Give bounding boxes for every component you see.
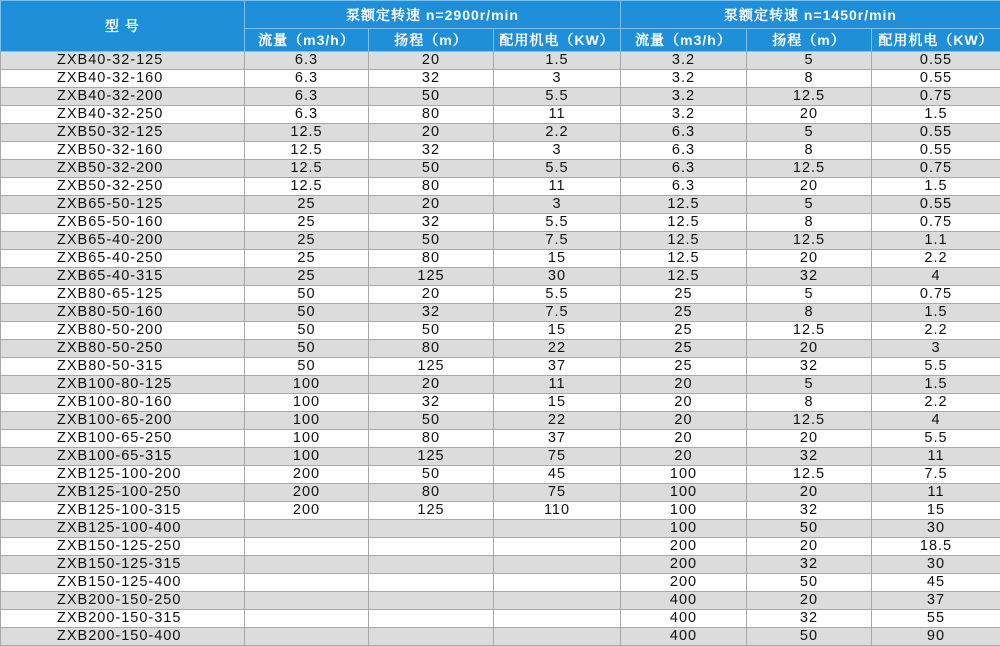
flow-2900-cell — [245, 610, 369, 628]
motor-1450-cell: 1.5 — [872, 178, 1000, 196]
flow-1450-cell: 3.2 — [621, 70, 747, 88]
motor-2900-cell: 5.5 — [494, 160, 621, 178]
head-2900-cell: 32 — [369, 394, 494, 412]
model-cell: ZXB80-50-200 — [1, 322, 245, 340]
table-row — [1, 412, 1000, 430]
motor-1450-cell: 0.55 — [872, 124, 1000, 142]
head-1450-cell: 12.5 — [747, 322, 872, 340]
motor-2900-cell — [494, 574, 621, 592]
motor-1450-cell: 37 — [872, 592, 1000, 610]
table-row — [1, 520, 1000, 538]
head-2900-cell — [369, 592, 494, 610]
model-cell: ZXB125-100-315 — [1, 502, 245, 520]
motor-1450-cell: 0.75 — [872, 214, 1000, 232]
head-2900-cell: 50 — [369, 88, 494, 106]
model-cell: ZXB80-65-125 — [1, 286, 245, 304]
head-1450-cell: 32 — [747, 502, 872, 520]
model-cell: ZXB125-100-400 — [1, 520, 245, 538]
flow-1450-cell: 100 — [621, 484, 747, 502]
model-cell: ZXB100-65-250 — [1, 430, 245, 448]
head-2900-cell — [369, 538, 494, 556]
motor-1450-cell: 1.5 — [872, 304, 1000, 322]
head-1450-cell: 20 — [747, 538, 872, 556]
flow-1450-cell: 20 — [621, 376, 747, 394]
motor-1450-cell: 45 — [872, 574, 1000, 592]
flow-1450-cell: 25 — [621, 304, 747, 322]
head-2900-cell: 32 — [369, 304, 494, 322]
flow-2900-cell: 200 — [245, 466, 369, 484]
flow-2900-cell: 25 — [245, 250, 369, 268]
head-2900-cell: 20 — [369, 52, 494, 70]
head-1450-cell: 12.5 — [747, 466, 872, 484]
motor-1450-cell: 0.75 — [872, 160, 1000, 178]
motor-2900-cell: 11 — [494, 178, 621, 196]
table-row — [1, 106, 1000, 124]
motor-1450-cell: 11 — [872, 484, 1000, 502]
model-cell: ZXB65-40-315 — [1, 268, 245, 286]
motor-2900-cell: 110 — [494, 502, 621, 520]
head-1450-cell: 5 — [747, 286, 872, 304]
flow-1450-cell: 25 — [621, 286, 747, 304]
model-cell: ZXB100-80-125 — [1, 376, 245, 394]
flow-1450-cell: 12.5 — [621, 268, 747, 286]
head-1450-cell: 32 — [747, 448, 872, 466]
model-cell: ZXB40-32-125 — [1, 52, 245, 70]
flow-2900-cell: 200 — [245, 484, 369, 502]
flow-1450-cell: 400 — [621, 592, 747, 610]
head-2900-cell: 20 — [369, 286, 494, 304]
motor-2900-cell: 11 — [494, 376, 621, 394]
head-1450-header: 扬程（m） — [747, 29, 872, 52]
motor-2900-cell: 15 — [494, 250, 621, 268]
model-cell: ZXB100-65-200 — [1, 412, 245, 430]
head-1450-cell: 5 — [747, 124, 872, 142]
flow-2900-cell: 25 — [245, 196, 369, 214]
head-2900-cell — [369, 520, 494, 538]
head-2900-cell: 20 — [369, 124, 494, 142]
table-row — [1, 214, 1000, 232]
motor-1450-cell: 1.5 — [872, 376, 1000, 394]
flow-2900-cell: 100 — [245, 448, 369, 466]
model-cell: ZXB150-125-315 — [1, 556, 245, 574]
motor-2900-cell — [494, 538, 621, 556]
head-1450-cell: 5 — [747, 52, 872, 70]
motor-2900-cell: 5.5 — [494, 214, 621, 232]
head-2900-cell — [369, 628, 494, 646]
head-1450-cell: 12.5 — [747, 412, 872, 430]
model-cell: ZXB65-40-250 — [1, 250, 245, 268]
head-2900-cell: 32 — [369, 142, 494, 160]
head-2900-cell: 20 — [369, 376, 494, 394]
head-1450-cell: 12.5 — [747, 232, 872, 250]
flow-1450-cell: 12.5 — [621, 232, 747, 250]
motor-2900-cell: 22 — [494, 340, 621, 358]
head-1450-cell: 20 — [747, 484, 872, 502]
flow-1450-cell: 100 — [621, 502, 747, 520]
model-cell: ZXB150-125-250 — [1, 538, 245, 556]
head-2900-cell: 125 — [369, 268, 494, 286]
flow-2900-cell: 100 — [245, 430, 369, 448]
motor-1450-cell: 1.1 — [872, 232, 1000, 250]
motor-1450-cell: 0.55 — [872, 196, 1000, 214]
motor-2900-cell: 37 — [494, 358, 621, 376]
table-row — [1, 70, 1000, 88]
table-row — [1, 574, 1000, 592]
model-cell: ZXB40-32-250 — [1, 106, 245, 124]
motor-1450-header: 配用机电（KW） — [872, 29, 1000, 52]
flow-2900-cell: 50 — [245, 304, 369, 322]
motor-1450-cell: 1.5 — [872, 106, 1000, 124]
flow-1450-cell: 6.3 — [621, 178, 747, 196]
head-1450-cell: 8 — [747, 394, 872, 412]
flow-2900-cell: 12.5 — [245, 124, 369, 142]
flow-1450-cell: 20 — [621, 430, 747, 448]
motor-1450-cell: 55 — [872, 610, 1000, 628]
flow-2900-cell: 100 — [245, 376, 369, 394]
motor-1450-cell: 5.5 — [872, 430, 1000, 448]
flow-1450-cell: 3.2 — [621, 106, 747, 124]
model-cell: ZXB40-32-200 — [1, 88, 245, 106]
table-row — [1, 430, 1000, 448]
motor-2900-cell: 30 — [494, 268, 621, 286]
flow-2900-cell — [245, 592, 369, 610]
flow-2900-cell: 6.3 — [245, 70, 369, 88]
table-row — [1, 610, 1000, 628]
model-cell: ZXB65-50-160 — [1, 214, 245, 232]
head-1450-cell: 8 — [747, 304, 872, 322]
flow-2900-cell — [245, 574, 369, 592]
motor-2900-cell: 11 — [494, 106, 621, 124]
flow-2900-cell — [245, 556, 369, 574]
head-2900-cell: 50 — [369, 466, 494, 484]
motor-1450-cell: 0.55 — [872, 142, 1000, 160]
flow-1450-cell: 12.5 — [621, 196, 747, 214]
motor-2900-cell: 1.5 — [494, 52, 621, 70]
flow-1450-cell: 25 — [621, 340, 747, 358]
motor-2900-cell: 45 — [494, 466, 621, 484]
table-row — [1, 592, 1000, 610]
motor-1450-cell: 90 — [872, 628, 1000, 646]
head-1450-cell: 32 — [747, 610, 872, 628]
motor-1450-cell: 2.2 — [872, 250, 1000, 268]
flow-2900-cell: 25 — [245, 268, 369, 286]
model-cell: ZXB150-125-400 — [1, 574, 245, 592]
motor-1450-cell: 0.75 — [872, 286, 1000, 304]
flow-1450-header: 流量（m3/h） — [621, 29, 747, 52]
flow-1450-cell: 400 — [621, 628, 747, 646]
flow-2900-cell: 100 — [245, 394, 369, 412]
flow-1450-cell: 12.5 — [621, 250, 747, 268]
flow-2900-cell: 6.3 — [245, 88, 369, 106]
head-1450-cell: 50 — [747, 520, 872, 538]
motor-2900-cell: 7.5 — [494, 232, 621, 250]
head-2900-cell: 80 — [369, 250, 494, 268]
flow-2900-cell: 25 — [245, 232, 369, 250]
model-cell: ZXB100-80-160 — [1, 394, 245, 412]
head-1450-cell: 20 — [747, 250, 872, 268]
speed-1450-group-header: 泵额定转速 n=1450r/min — [621, 1, 1000, 29]
head-2900-cell: 32 — [369, 214, 494, 232]
flow-1450-cell: 200 — [621, 574, 747, 592]
flow-2900-cell: 50 — [245, 340, 369, 358]
flow-2900-cell: 12.5 — [245, 178, 369, 196]
table-row — [1, 232, 1000, 250]
head-1450-cell: 8 — [747, 214, 872, 232]
motor-2900-cell: 75 — [494, 484, 621, 502]
flow-1450-cell: 20 — [621, 394, 747, 412]
model-cell: ZXB40-32-160 — [1, 70, 245, 88]
head-2900-cell: 32 — [369, 70, 494, 88]
model-cell: ZXB50-32-125 — [1, 124, 245, 142]
model-cell: ZXB200-150-250 — [1, 592, 245, 610]
model-cell: ZXB50-32-200 — [1, 160, 245, 178]
table-row — [1, 250, 1000, 268]
motor-1450-cell: 0.75 — [872, 88, 1000, 106]
motor-1450-cell: 11 — [872, 448, 1000, 466]
head-2900-cell: 125 — [369, 448, 494, 466]
table-row — [1, 268, 1000, 286]
flow-2900-cell: 50 — [245, 358, 369, 376]
flow-1450-cell: 20 — [621, 412, 747, 430]
motor-1450-cell: 7.5 — [872, 466, 1000, 484]
table-row — [1, 196, 1000, 214]
motor-1450-cell: 30 — [872, 556, 1000, 574]
model-cell: ZXB50-32-250 — [1, 178, 245, 196]
head-2900-cell: 50 — [369, 232, 494, 250]
head-2900-cell: 80 — [369, 484, 494, 502]
table-row — [1, 394, 1000, 412]
motor-2900-cell: 7.5 — [494, 304, 621, 322]
head-1450-cell: 20 — [747, 178, 872, 196]
flow-2900-header: 流量（m3/h） — [245, 29, 369, 52]
flow-2900-cell: 12.5 — [245, 160, 369, 178]
table-row — [1, 178, 1000, 196]
motor-1450-cell: 18.5 — [872, 538, 1000, 556]
table-row — [1, 142, 1000, 160]
motor-2900-cell — [494, 520, 621, 538]
head-2900-cell: 50 — [369, 412, 494, 430]
motor-2900-cell: 22 — [494, 412, 621, 430]
motor-2900-cell: 2.2 — [494, 124, 621, 142]
head-1450-cell: 8 — [747, 142, 872, 160]
motor-2900-cell — [494, 556, 621, 574]
motor-2900-header: 配用机电（KW） — [494, 29, 621, 52]
flow-2900-cell: 12.5 — [245, 142, 369, 160]
table-row — [1, 160, 1000, 178]
model-cell: ZXB50-32-160 — [1, 142, 245, 160]
head-2900-cell: 125 — [369, 358, 494, 376]
model-cell: ZXB65-50-125 — [1, 196, 245, 214]
head-1450-cell: 32 — [747, 358, 872, 376]
flow-2900-cell: 100 — [245, 412, 369, 430]
motor-1450-cell: 0.55 — [872, 70, 1000, 88]
model-column-header: 型 号 — [1, 1, 245, 52]
table-header — [1, 1, 1000, 52]
head-2900-cell: 125 — [369, 502, 494, 520]
model-cell: ZXB125-100-200 — [1, 466, 245, 484]
table-row — [1, 556, 1000, 574]
table-row — [1, 340, 1000, 358]
motor-1450-cell: 4 — [872, 268, 1000, 286]
head-2900-cell — [369, 574, 494, 592]
head-1450-cell: 32 — [747, 268, 872, 286]
motor-2900-cell: 5.5 — [494, 286, 621, 304]
head-2900-cell: 50 — [369, 160, 494, 178]
motor-2900-cell: 5.5 — [494, 88, 621, 106]
table-row — [1, 286, 1000, 304]
flow-2900-cell: 50 — [245, 286, 369, 304]
flow-2900-cell — [245, 538, 369, 556]
head-1450-cell: 20 — [747, 430, 872, 448]
table-row — [1, 322, 1000, 340]
head-1450-cell: 5 — [747, 196, 872, 214]
head-2900-cell — [369, 610, 494, 628]
table-row — [1, 538, 1000, 556]
head-2900-cell: 80 — [369, 430, 494, 448]
flow-2900-cell: 6.3 — [245, 52, 369, 70]
table-row — [1, 502, 1000, 520]
flow-2900-cell: 25 — [245, 214, 369, 232]
flow-1450-cell: 25 — [621, 322, 747, 340]
head-2900-cell: 80 — [369, 178, 494, 196]
flow-1450-cell: 100 — [621, 466, 747, 484]
motor-1450-cell: 2.2 — [872, 322, 1000, 340]
head-1450-cell: 8 — [747, 70, 872, 88]
head-1450-cell: 50 — [747, 628, 872, 646]
flow-2900-cell — [245, 628, 369, 646]
head-1450-cell: 12.5 — [747, 88, 872, 106]
model-cell: ZXB125-100-250 — [1, 484, 245, 502]
flow-1450-cell: 200 — [621, 538, 747, 556]
table-row — [1, 88, 1000, 106]
motor-2900-cell: 3 — [494, 196, 621, 214]
flow-1450-cell: 200 — [621, 556, 747, 574]
table-row — [1, 52, 1000, 70]
motor-2900-cell — [494, 592, 621, 610]
flow-1450-cell: 6.3 — [621, 142, 747, 160]
head-1450-cell: 12.5 — [747, 160, 872, 178]
flow-1450-cell: 3.2 — [621, 52, 747, 70]
motor-1450-cell: 30 — [872, 520, 1000, 538]
table-row — [1, 124, 1000, 142]
motor-2900-cell: 15 — [494, 322, 621, 340]
motor-2900-cell — [494, 610, 621, 628]
motor-2900-cell: 37 — [494, 430, 621, 448]
table-row — [1, 628, 1000, 646]
flow-1450-cell: 6.3 — [621, 160, 747, 178]
flow-1450-cell: 100 — [621, 520, 747, 538]
head-2900-cell: 50 — [369, 322, 494, 340]
head-2900-cell: 80 — [369, 340, 494, 358]
flow-1450-cell: 25 — [621, 358, 747, 376]
motor-2900-cell: 3 — [494, 142, 621, 160]
flow-2900-cell: 50 — [245, 322, 369, 340]
flow-1450-cell: 12.5 — [621, 214, 747, 232]
flow-1450-cell: 400 — [621, 610, 747, 628]
motor-1450-cell: 0.55 — [872, 52, 1000, 70]
motor-2900-cell: 75 — [494, 448, 621, 466]
table-body — [1, 52, 1000, 646]
speed-2900-group-header: 泵额定转速 n=2900r/min — [245, 1, 621, 29]
model-cell: ZXB200-150-315 — [1, 610, 245, 628]
flow-2900-cell: 6.3 — [245, 106, 369, 124]
motor-1450-cell: 4 — [872, 412, 1000, 430]
table-row — [1, 484, 1000, 502]
table-row — [1, 448, 1000, 466]
motor-2900-cell: 15 — [494, 394, 621, 412]
head-1450-cell: 50 — [747, 574, 872, 592]
model-cell: ZXB200-150-400 — [1, 628, 245, 646]
motor-2900-cell: 3 — [494, 70, 621, 88]
flow-2900-cell: 200 — [245, 502, 369, 520]
model-cell: ZXB65-40-200 — [1, 232, 245, 250]
table-row — [1, 304, 1000, 322]
flow-1450-cell: 6.3 — [621, 124, 747, 142]
head-1450-cell: 5 — [747, 376, 872, 394]
head-2900-cell: 80 — [369, 106, 494, 124]
motor-1450-cell: 5.5 — [872, 358, 1000, 376]
motor-2900-cell — [494, 628, 621, 646]
head-1450-cell: 20 — [747, 592, 872, 610]
model-cell: ZXB100-65-315 — [1, 448, 245, 466]
motor-1450-cell: 15 — [872, 502, 1000, 520]
flow-1450-cell: 3.2 — [621, 88, 747, 106]
head-2900-cell — [369, 556, 494, 574]
table-row — [1, 466, 1000, 484]
flow-1450-cell: 20 — [621, 448, 747, 466]
motor-1450-cell: 2.2 — [872, 394, 1000, 412]
head-1450-cell: 20 — [747, 106, 872, 124]
head-2900-cell: 20 — [369, 196, 494, 214]
flow-2900-cell — [245, 520, 369, 538]
head-1450-cell: 20 — [747, 340, 872, 358]
model-cell: ZXB80-50-160 — [1, 304, 245, 322]
head-1450-cell: 32 — [747, 556, 872, 574]
motor-1450-cell: 3 — [872, 340, 1000, 358]
head-2900-header: 扬程（m） — [369, 29, 494, 52]
model-cell: ZXB80-50-250 — [1, 340, 245, 358]
table-row — [1, 376, 1000, 394]
table-row — [1, 358, 1000, 376]
model-cell: ZXB80-50-315 — [1, 358, 245, 376]
